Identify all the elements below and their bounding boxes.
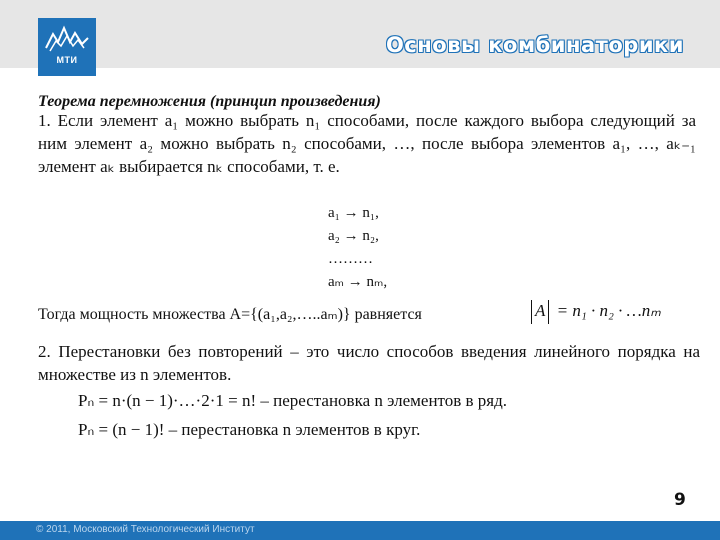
theorem-paragraph: 1. Если элемент a₁ можно выбрать n₁ способами, после каждого выбора следующий за ним элемент a₂ можно выбрать n₂ способами, …, после выбора элементов a₁, …, aₖ₋₁ элемент aₖ выбирается nₖ способами, т. е. <box>38 111 696 176</box>
logo-text: МТИ <box>56 55 78 65</box>
logo <box>38 18 96 76</box>
page-number: 9 <box>674 490 686 510</box>
formula-line: ……… <box>328 251 373 267</box>
formula-line: a₁ → n₁, <box>328 205 379 221</box>
footer-bar <box>0 521 720 540</box>
cardinality-statement: Тогда мощность множества A={(a₁,a₂,…..aₘ)} равняется <box>38 306 422 323</box>
footer-text: © 2011, Московский Технологический Институт <box>36 524 255 535</box>
abs-bar-left <box>531 300 532 324</box>
formula-line: aₘ → nₘ, <box>328 274 388 290</box>
abs-var: A <box>535 300 546 320</box>
circular-permutation-formula: Pₙ = (n − 1)! – перестановка n элементов в круг. <box>78 420 421 439</box>
permutations-paragraph: 2. Перестановки без повторений – это число способов введения линейного порядка на множестве из n элементов. <box>38 342 700 384</box>
theorem-title: Теорема перемножения (принцип произведения) <box>38 93 381 110</box>
abs-bar-right <box>548 300 549 324</box>
cardinality-formula <box>528 300 661 324</box>
page-title: Основы комбинаторики <box>385 33 684 57</box>
linear-permutation-formula: Pₙ = n·(n − 1)·…·2·1 = n! – перестановка n элементов в ряд. <box>78 391 508 410</box>
formula-line: a₂ → n₂, <box>328 228 379 244</box>
mountains-icon <box>44 24 90 52</box>
mapping-formulas <box>328 202 387 294</box>
abs-formula-rhs: = n₁ · n₂ · …nₘ <box>556 300 661 320</box>
